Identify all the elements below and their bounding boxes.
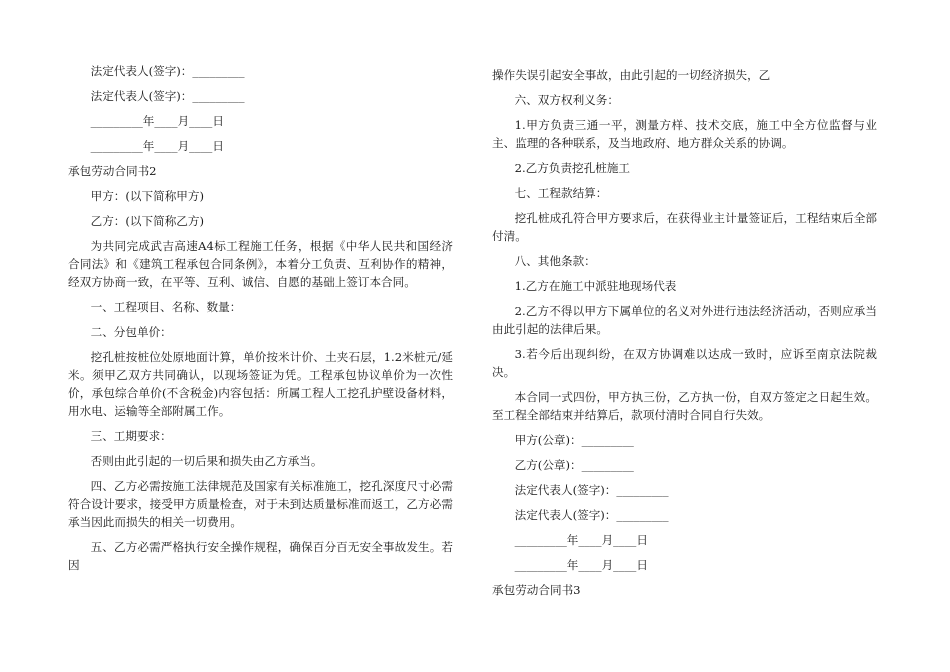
paragraph: 法定代表人(签字)：_________ [514,508,669,522]
paragraph: 否则由此引起的一切后果和损失由乙方承当。 [90,454,323,468]
paragraph: 法定代表人(签字)：_________ [514,483,669,497]
paragraph: _________年____月____日 [90,139,224,153]
paragraph: 法定代表人(签字)：_________ [90,64,245,78]
paragraph: 3.若今后出现纠纷，在双方协调难以达成一致时，应诉至南京法院裁决。 [492,347,877,379]
paragraph: _________年____月____日 [90,114,224,128]
paragraph: 挖孔桩按桩位处原地面计算，单价按米计价、土夹石层，1.2米桩元/延米。须甲乙双方共同确认，以现场签证为凭。工程承包协议单价为一次性价，承包综合单价(不含税金)内容包括：所属工程人工挖孔护壁设备材料，用水电、运输等全部附属工作。 [68,350,453,418]
right-column [492,66,877,606]
paragraph: 承包劳动合同书2 [68,164,157,178]
paragraph: 五、乙方必需严格执行安全操作规程，确保百分百无安全事故发生。若因 [68,540,453,572]
paragraph: 一、工程项目、名称、数量： [90,300,242,314]
paragraph: 法定代表人(签字)：_________ [90,89,245,103]
paragraph: 三、工期要求： [90,429,172,443]
paragraph: 2.乙方不得以甲方下属单位的名义对外进行违法经济活动，否则应承当由此引起的法律后果。 [492,304,877,336]
paragraph: 甲方：(以下简称甲方) [90,189,205,203]
paragraph: 操作失误引起安全事故，由此引起的一切经济损失，乙 [492,68,771,82]
left-column [68,62,453,581]
paragraph: 1.甲方负责三通一平，测量方样、技术交底，施工中全方位监督与业主、监理的各种联系，及当地政府、地方群众关系的协调。 [492,118,877,150]
paragraph: 七、工程款结算： [514,186,608,200]
paragraph: 乙方(公章)：_________ [514,458,634,472]
paragraph: 乙方：(以下简称乙方) [90,214,205,228]
paragraph: 甲方(公章)：_________ [514,433,634,447]
paragraph: 六、双方权利义务： [514,93,619,107]
paragraph: 承包劳动合同书3 [492,583,581,597]
paragraph: 二、分包单价： [90,325,172,339]
paragraph: _________年____月____日 [514,558,648,572]
paragraph: 挖孔桩成孔符合甲方要求后，在获得业主计量签证后，工程结束后全部付清。 [492,211,877,243]
paragraph: 八、其他条款： [514,254,596,268]
paragraph: 2.乙方负责挖孔桩施工 [514,161,631,175]
paragraph: 本合同一式四份，甲方执三份，乙方执一份，自双方签定之日起生效。至工程全部结束并结算后，款项付清时合同自行失效。 [492,390,877,422]
paragraph: 四、乙方必需按施工法律规范及国家有关标准施工，挖孔深度尺寸必需符合设计要求，接受甲方质量检查，对于未到达质量标准而返工，乙方必需承当因此而损失的相关一切费用。 [68,479,453,529]
paragraph: 为共同完成武吉高速A4标工程施工任务，根据《中华人民共和国经济合同法》和《建筑工程承包合同条例》，本着分工负责、互利协作的精神，经双方协商一致，在平等、互利、诚信、自愿的基础上签订本合同。 [68,239,453,289]
paragraph: 1.乙方在施工中派驻地现场代表 [514,279,677,293]
paragraph: _________年____月____日 [514,533,648,547]
